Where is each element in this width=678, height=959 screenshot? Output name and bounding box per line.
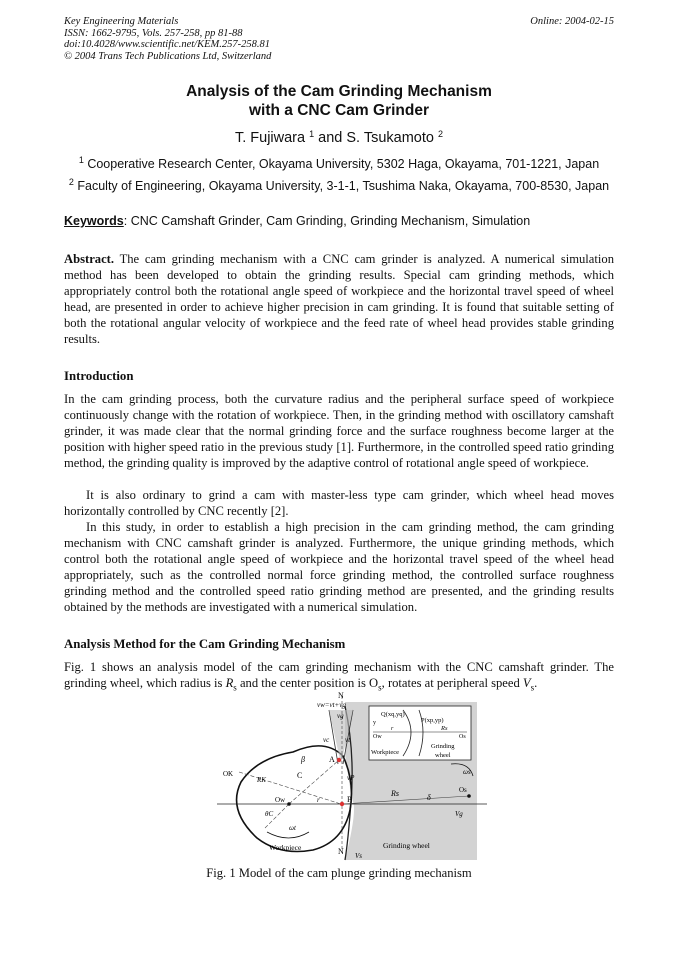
- doi-line: doi:10.4028/www.scientific.net/KEM.257-258.81: [64, 39, 270, 50]
- figure-1-caption: Fig. 1 Model of the cam plunge grinding mechanism: [206, 866, 472, 880]
- rk-line: [239, 772, 341, 804]
- intro-paragraph-3: In this study, in order to establish a high precision in the cam grinding method, the cam grinding mechanism with CNC camshaft grinder is analyzed. Furthermore, the unique grinding methods, which control both the rotational angle speed of workpiece and the horizontal travel speed of the wheel head appropriately, such as the controlled normal force grinding method, the controlled surface roughness grinding method and the controlled speed ratio grinding method are presented, and the grinding results obtained by the methods are investigated with a numerical simulation.: [64, 520, 614, 614]
- label-os: Os: [459, 786, 467, 794]
- label-vs: Vs: [355, 852, 362, 860]
- point-os: [467, 794, 471, 798]
- label-vg-wheel: Vg: [455, 810, 463, 818]
- label-ok: OK: [223, 770, 234, 778]
- author-1: T. Fujiwara: [234, 130, 306, 146]
- inset-label-os: Os: [459, 734, 466, 740]
- label-beta: β: [301, 755, 305, 764]
- section-heading-analysis-method: Analysis Method for the Cam Grinding Mechanism: [64, 637, 346, 651]
- inset-label-grinding-2: wheel: [435, 752, 451, 759]
- label-n-top: N: [338, 692, 344, 700]
- rs-symbol: R: [225, 676, 234, 690]
- affiliation-2-mark: 2: [68, 177, 74, 187]
- intro-paragraph-1: In the cam grinding process, both the curvature radius and the peripheral surface speed of workpiece continuously change with the rotation of workpiece. Then, in the grinding method with oscillatory camshaft grinder, it was made clear that the normal grinding force and the surface roughness become larger at the position with higher speed ratio in the previous study [1]. Furthermore, in the controlled speed ratio grinding method, the grinding quality is improved by the adaptive control of rotational angle speed of workpiece.: [64, 392, 614, 470]
- author-list: [0, 130, 678, 146]
- point-p: [340, 802, 344, 806]
- label-c: C: [297, 771, 303, 780]
- abstract: [64, 251, 614, 347]
- label-workpiece: Workpiece: [269, 843, 302, 852]
- vs-subscript: s: [530, 682, 535, 693]
- header-meta: [64, 16, 271, 62]
- title-line-2: with a CNC Cam Grinder: [249, 102, 429, 119]
- label-vc: vc: [323, 736, 330, 744]
- label-r: r: [317, 796, 320, 804]
- affiliation-1-text: Cooperative Research Center, Okayama University, 5302 Haga, Okayama, 701-1221, Japan: [87, 157, 600, 171]
- author-2-affil-mark: 2: [438, 129, 444, 139]
- inset-label-workpiece: Workpiece: [371, 749, 399, 756]
- label-ow: Ow: [275, 796, 286, 804]
- keywords-text: : CNC Camshaft Grinder, Cam Grinding, Grinding Mechanism, Simulation: [123, 214, 531, 228]
- abstract-text: The cam grinding mechanism with a CNC cam grinder is analyzed. A numerical simulation method has been developed to obtain the grinding results. Special cam grinding methods, which appropriately control both the rotational angle speed of workpiece and the horizontal travel speed of wheel head, are presented in order to achieve higher precision in cam grinding. It is found that suitable setting of both the rotational angular velocity of workpiece and the feed rate of wheel head provides stable grinding results.: [64, 252, 614, 346]
- rs-subscript: s: [233, 682, 237, 693]
- figure-1-cam-grinding-model: [205, 692, 505, 862]
- label-theta-c: θC: [265, 810, 274, 818]
- method-paragraph-1: [64, 659, 614, 696]
- label-delta: δ: [427, 793, 431, 802]
- inset-label-p: P(xp,yp): [421, 717, 444, 724]
- affiliation-1: [0, 157, 678, 171]
- inset-label-grinding-1: Grinding: [431, 743, 455, 750]
- paper-title: [0, 82, 678, 120]
- intro-paragraph-2: It is also ordinary to grind a cam with master-less type cam grinder, which wheel head moves horizontally controlled by CNC recently [2].: [64, 488, 614, 518]
- label-rs: Rs: [391, 789, 399, 798]
- ow-to-a-line: [289, 760, 339, 804]
- vs-symbol: V: [522, 676, 531, 690]
- label-vp: vP: [347, 774, 355, 782]
- label-vw-eq: vw=vt+vg: [317, 701, 346, 709]
- point-a: [337, 758, 341, 762]
- copyright-line: © 2004 Trans Tech Publications Ltd, Switzerland: [64, 50, 272, 62]
- method-text-c: , rotates at peripheral speed: [381, 676, 523, 690]
- journal-name: Key Engineering Materials: [64, 16, 179, 27]
- label-vg: vg: [337, 712, 344, 720]
- label-omega-t: ωt: [289, 824, 296, 832]
- label-omega-s: ωs: [463, 768, 471, 776]
- affiliation-1-mark: 1: [78, 155, 84, 165]
- method-text-a: Fig. 1 shows an analysis model of the cam grinding mechanism with the CNC camshaft grinder. The grinding wheel, which radius is: [64, 660, 614, 690]
- keywords: [64, 214, 530, 228]
- label-grinding-wheel: Grinding wheel: [383, 841, 430, 850]
- label-a: A: [329, 755, 335, 764]
- point-ow: [287, 802, 291, 806]
- inset-label-q: Q(xq,yq): [381, 711, 405, 718]
- inset-label-r: r: [391, 726, 394, 732]
- affiliation-2-text: Faculty of Engineering, Okayama University, 3-1-1, Tsushima Naka, Okayama, 700-8530, Japan: [77, 179, 610, 193]
- keywords-label: Keywords: [64, 214, 124, 228]
- inset-label-rs: Rs: [441, 725, 448, 732]
- title-line-1: Analysis of the Cam Grinding Mechanism: [186, 83, 492, 100]
- author-connector: and: [314, 130, 347, 146]
- label-vt: vt: [345, 736, 351, 744]
- method-text-b: and the center position is O: [236, 676, 379, 690]
- label-n-bottom: N: [338, 847, 344, 856]
- method-text-d: .: [534, 676, 538, 690]
- label-rk: RK: [257, 776, 266, 784]
- online-date: Online: 2004-02-15: [530, 16, 614, 27]
- inset-label-y: y: [373, 720, 376, 726]
- issn-line: ISSN: 1662-9795, Vols. 257-258, pp 81-88: [64, 27, 243, 39]
- section-heading-introduction: Introduction: [64, 369, 134, 383]
- inset-label-ow: Ow: [373, 734, 382, 740]
- affiliation-2: [0, 179, 678, 193]
- author-2: S. Tsukamoto: [346, 130, 434, 146]
- omega-t-arrow: [267, 832, 309, 838]
- author-1-affil-mark: 1: [309, 129, 315, 139]
- abstract-label: Abstract.: [64, 252, 115, 266]
- label-p: P: [347, 795, 352, 804]
- os-subscript: s: [378, 682, 382, 693]
